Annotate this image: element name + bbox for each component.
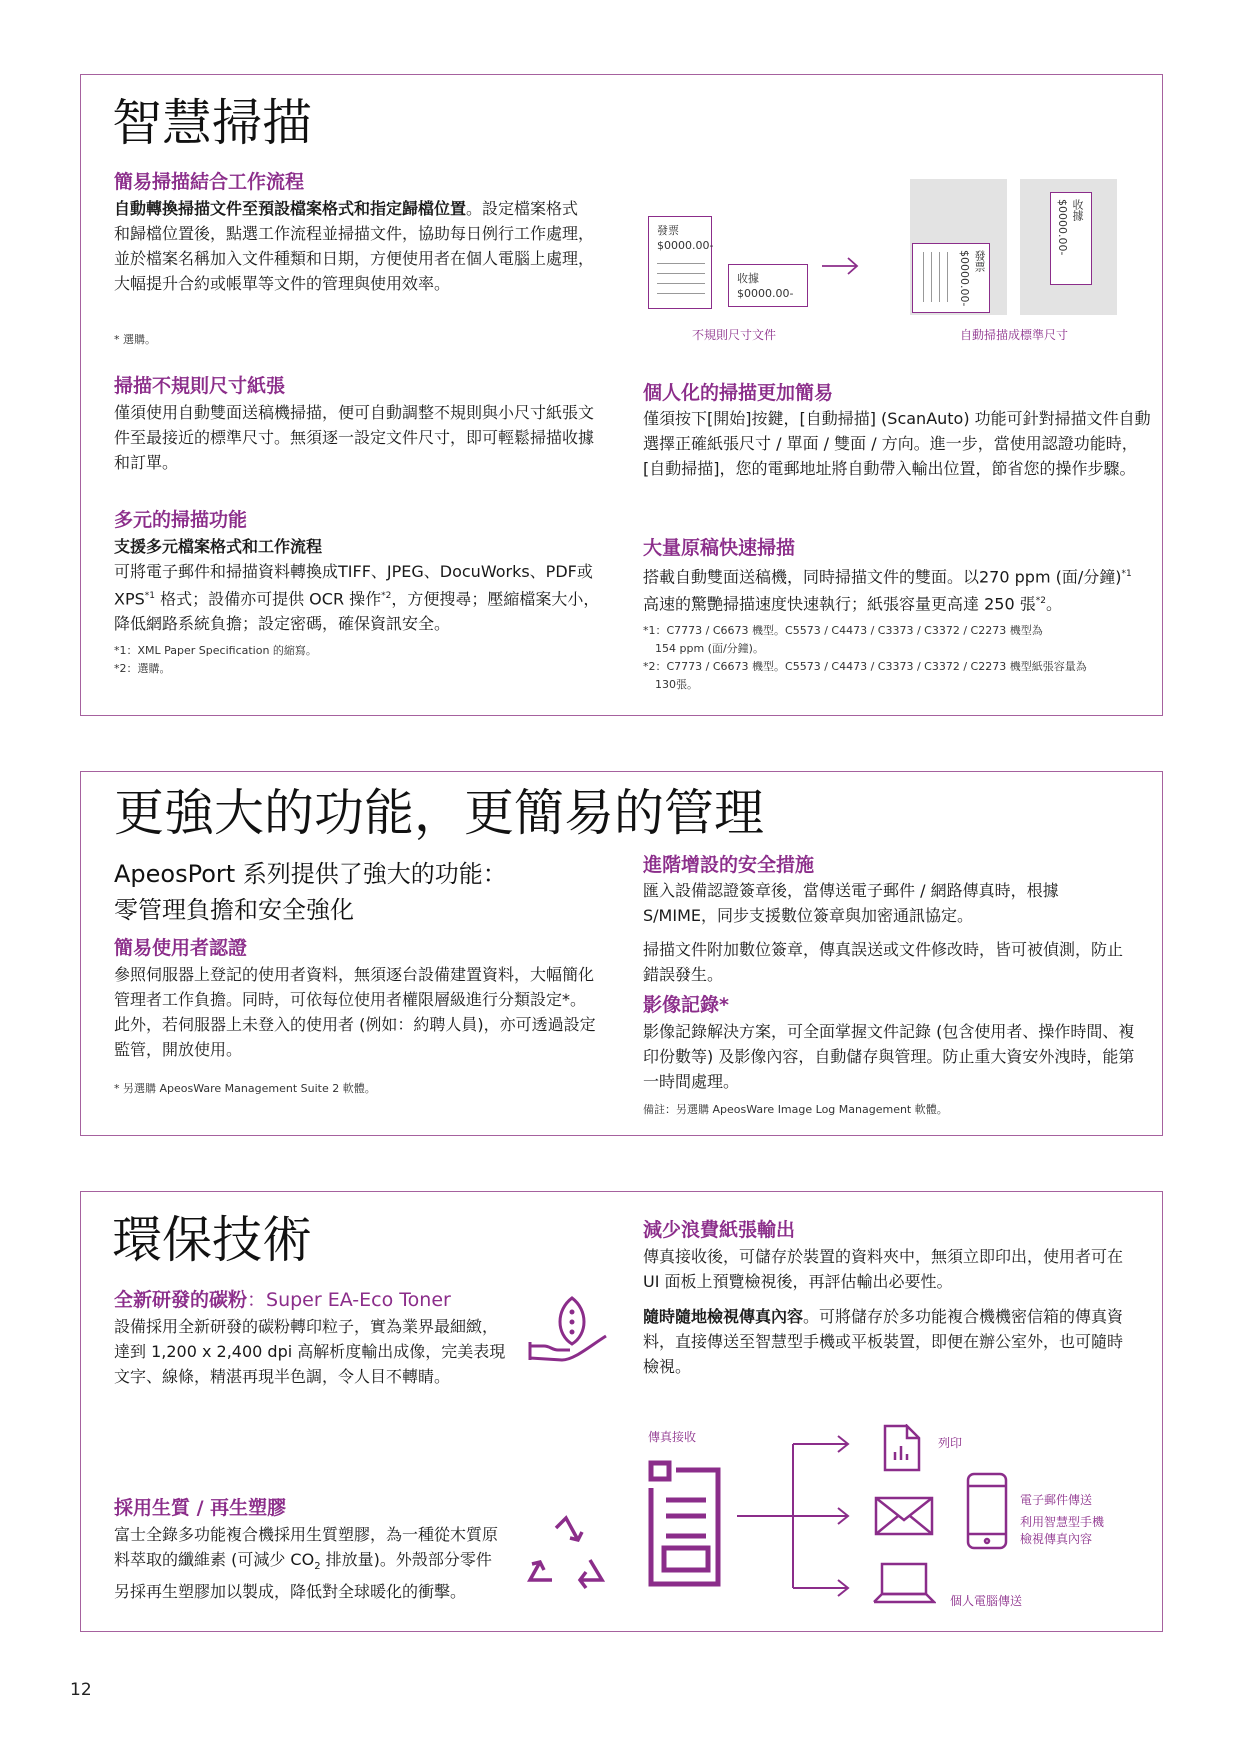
auth-note: * 另選購 ApeosWare Management Suite 2 軟體。	[114, 1082, 376, 1095]
label-print: 列印	[938, 1436, 963, 1450]
bulk-sup-1: *1	[1121, 569, 1132, 579]
bulk-note-1b: 154 ppm (面/分鐘)。	[655, 642, 764, 655]
management-subtitle-1: ApeosPort 系列提供了強大的功能：	[114, 860, 507, 888]
heading-toner	[114, 1288, 451, 1313]
paper-lead-2: 隨時隨地檢視傳真內容	[643, 1307, 804, 1326]
irregular-body: 僅須使用自動雙面送稿機掃描，便可自動調整不規則與小尺寸紙張文件至最接近的標準尺寸。無須逐一設定文件尺寸，即可輕鬆掃描收據和訂單。	[114, 403, 595, 472]
management-subtitle-2: 零管理負擔和安全強化	[114, 896, 354, 924]
smartphone-icon	[966, 1472, 1008, 1550]
label-email: 電子郵件傳送	[1020, 1493, 1093, 1507]
bulk-text-a: 搭載自動雙面送稿機，同時掃描文件的雙面。以270 ppm (面/分鐘)	[643, 567, 1122, 587]
versatile-note-1: *1：XML Paper Specification 的縮寫。	[114, 644, 317, 657]
label-irregular: 不規則尺寸文件	[692, 328, 777, 342]
paper-body-1: 傳真接收後，可儲存於裝置的資料夾中，無須立即印出，使用者可在 UI 面板上預覽檢視後，再評估輸出必要性。	[643, 1247, 1124, 1291]
standard-slip-1	[912, 243, 990, 313]
security-body-1: 匯入設備認證簽章後，當傳送電子郵件 / 網路傳真時，根據S/MIME，同步支援數位簽章與加密通訊協定。	[643, 881, 1059, 925]
heading-security: 進階增設的安全措施	[643, 854, 815, 876]
heading-imagelog: 影像記錄*	[643, 994, 729, 1016]
personal-body: 僅須按下[開始]按鍵，[自動掃描] (ScanAuto) 功能可針對掃描文件自動選擇正確紙張尺寸 / 單面 / 雙面 / 方向。進一步，當使用認證功能時，[自動掃描]，您的電郵地址將自動帶入輸出位置，節省您的操作步驟。	[643, 409, 1151, 478]
bulk-note-1a: *1：C7773 / C6673 機型。C5573 / C4473 / C3373 / C3372 / C2273 機型為	[643, 624, 1043, 637]
heading-irregular: 掃描不規則尺寸紙張	[114, 375, 286, 397]
versatile-text-a: 可將電子郵件和掃描資料轉換成TIFF、JPEG、DocuWorks、PDF或 XPS	[114, 562, 593, 609]
versatile-sup-1: *1	[144, 591, 155, 601]
bulk-body	[643, 562, 1149, 617]
irregular-slip-2	[728, 264, 808, 307]
printer-icon	[648, 1460, 722, 1588]
heading-auth: 簡易使用者認證	[114, 937, 248, 959]
imagelog-note: 備註：另選購 ApeosWare Image Log Management 軟體。	[643, 1103, 948, 1116]
heading-workflow: 簡易掃描結合工作流程	[114, 171, 305, 193]
heading-personal: 個人化的掃描更加簡易	[643, 382, 834, 404]
eco-toner-hand-icon	[522, 1294, 612, 1366]
bulk-text-b: 高速的驚艷掃描速度快速執行；紙張容量更高達 250 張	[643, 594, 1036, 614]
label-phone: 利用智慧型手機 檢視傳真內容	[1020, 1515, 1105, 1546]
versatile-note-2: *2：選購。	[114, 662, 171, 675]
bioplastic-text-a: 富士全錄多功能複合機採用生質塑膠，為一種從木質原料萃取的纖維素 (可減少 CO	[114, 1525, 499, 1569]
workflow-body	[114, 196, 594, 296]
heading-bioplastic: 採用生質 / 再生塑膠	[114, 1497, 287, 1519]
bioplastic-co2-sub: 2	[314, 1561, 321, 1573]
section-title-eco: 環保技術	[112, 1211, 312, 1269]
bioplastic-text-b: 排放量)。外殼部分零件另採再生塑膠加以製成，降低對全球暖化的衝擊。	[114, 1550, 492, 1602]
label-pc: 個人電腦傳送	[950, 1594, 1023, 1608]
bulk-note-2a: *2：C7773 / C6673 機型。C5573 / C4473 / C3373 / C3372 / C2273 機型紙張容量為	[643, 660, 1087, 673]
bulk-sup-2: *2	[1035, 596, 1046, 607]
versatile-body	[114, 559, 608, 636]
paper-text-2: 。可將儲存於多功能複合機機密信箱的傳真資料，直接傳送至智慧型手機或平板裝置，即便在辦公室外，也可隨時檢視。	[643, 1307, 1124, 1376]
arrow-right-icon	[820, 256, 860, 276]
slip-2-text: 收據 $0000.00-	[737, 272, 794, 300]
workflow-lead: 自動轉換掃描文件至預設檔案格式和指定歸檔位置	[114, 199, 467, 218]
label-standard: 自動掃描成標準尺寸	[960, 328, 1069, 342]
recycle-icon	[520, 1514, 612, 1600]
standard-slip-2	[1050, 192, 1092, 285]
vslip-1-text: 發票 $0000.00-	[958, 250, 986, 307]
versatile-sup-2: *2	[381, 591, 392, 601]
section-title-smart-scan: 智慧掃描	[112, 94, 312, 152]
slip-1-text: 發票 $0000.00-	[657, 224, 714, 252]
heading-paper: 減少浪費紙張輸出	[643, 1219, 796, 1241]
bioplastic-body	[114, 1522, 506, 1604]
distribution-arrows-icon	[735, 1430, 855, 1602]
page-number: 12	[70, 1680, 92, 1700]
versatile-text-c: ，方便搜尋；壓縮檔案大小，降低網路系統負擔；設定密碼，確保資訊安全。	[114, 589, 600, 634]
bulk-note-2b: 130張。	[655, 678, 698, 691]
heading-versatile: 多元的掃描功能	[114, 509, 248, 531]
label-fax-receive: 傳真接收	[648, 1430, 697, 1444]
heading-bulk: 大量原稿快速掃描	[643, 537, 796, 559]
versatile-lead: 支援多元檔案格式和工作流程	[114, 537, 323, 556]
toner-heading-b: ：Super EA-Eco Toner	[247, 1289, 451, 1311]
workflow-note: * 選購。	[114, 333, 156, 346]
workflow-text: 。設定檔案格式和歸檔位置後，點選工作流程並掃描文件，協助每日例行工作處理，並於檔案名稱加入文件種類和日期，方便使用者在個人電腦上處理，大幅提升合約或帳單等文件的管理與使用效率。	[114, 199, 595, 293]
security-body-2: 掃描文件附加數位簽章，傳真誤送或文件修改時，皆可被偵測，防止錯誤發生。	[643, 940, 1124, 984]
auth-body: 參照伺服器上登記的使用者資料，無須逐台設備建置資料，大幅簡化管理者工作負擔。同時，可依每位使用者權限層級進行分類設定*。此外，若伺服器上未登入的使用者 (例如：約聘人員)，亦可透過設定監管，開放使用。	[114, 965, 596, 1059]
vslip-2-text: 收據 $0000.00-	[1056, 199, 1084, 256]
versatile-text-b: 格式；設備亦可提供 OCR 操作	[155, 589, 382, 609]
toner-heading-a: 全新研發的碳粉	[114, 1289, 248, 1311]
toner-body: 設備採用全新研發的碳粉轉印粒子，實為業界最細緻，達到 1,200 x 2,400 dpi 高解析度輸出成像，完美表現文字、線條，精湛再現半色調，令人目不轉睛。	[114, 1317, 506, 1386]
laptop-icon	[872, 1562, 936, 1604]
document-chart-icon	[883, 1424, 921, 1472]
bulk-text-c: 。	[1045, 594, 1062, 614]
irregular-slip-1	[648, 216, 712, 309]
imagelog-body: 影像記錄解決方案，可全面掌握文件記錄 (包含使用者、操作時間、複印份數等) 及影像內容，自動儲存與管理。防止重大資安外洩時，能第一時間處理。	[643, 1022, 1135, 1091]
envelope-icon	[874, 1496, 934, 1536]
section-title-management: 更強大的功能，更簡易的管理	[114, 784, 764, 842]
paper-body-2	[643, 1304, 1137, 1379]
